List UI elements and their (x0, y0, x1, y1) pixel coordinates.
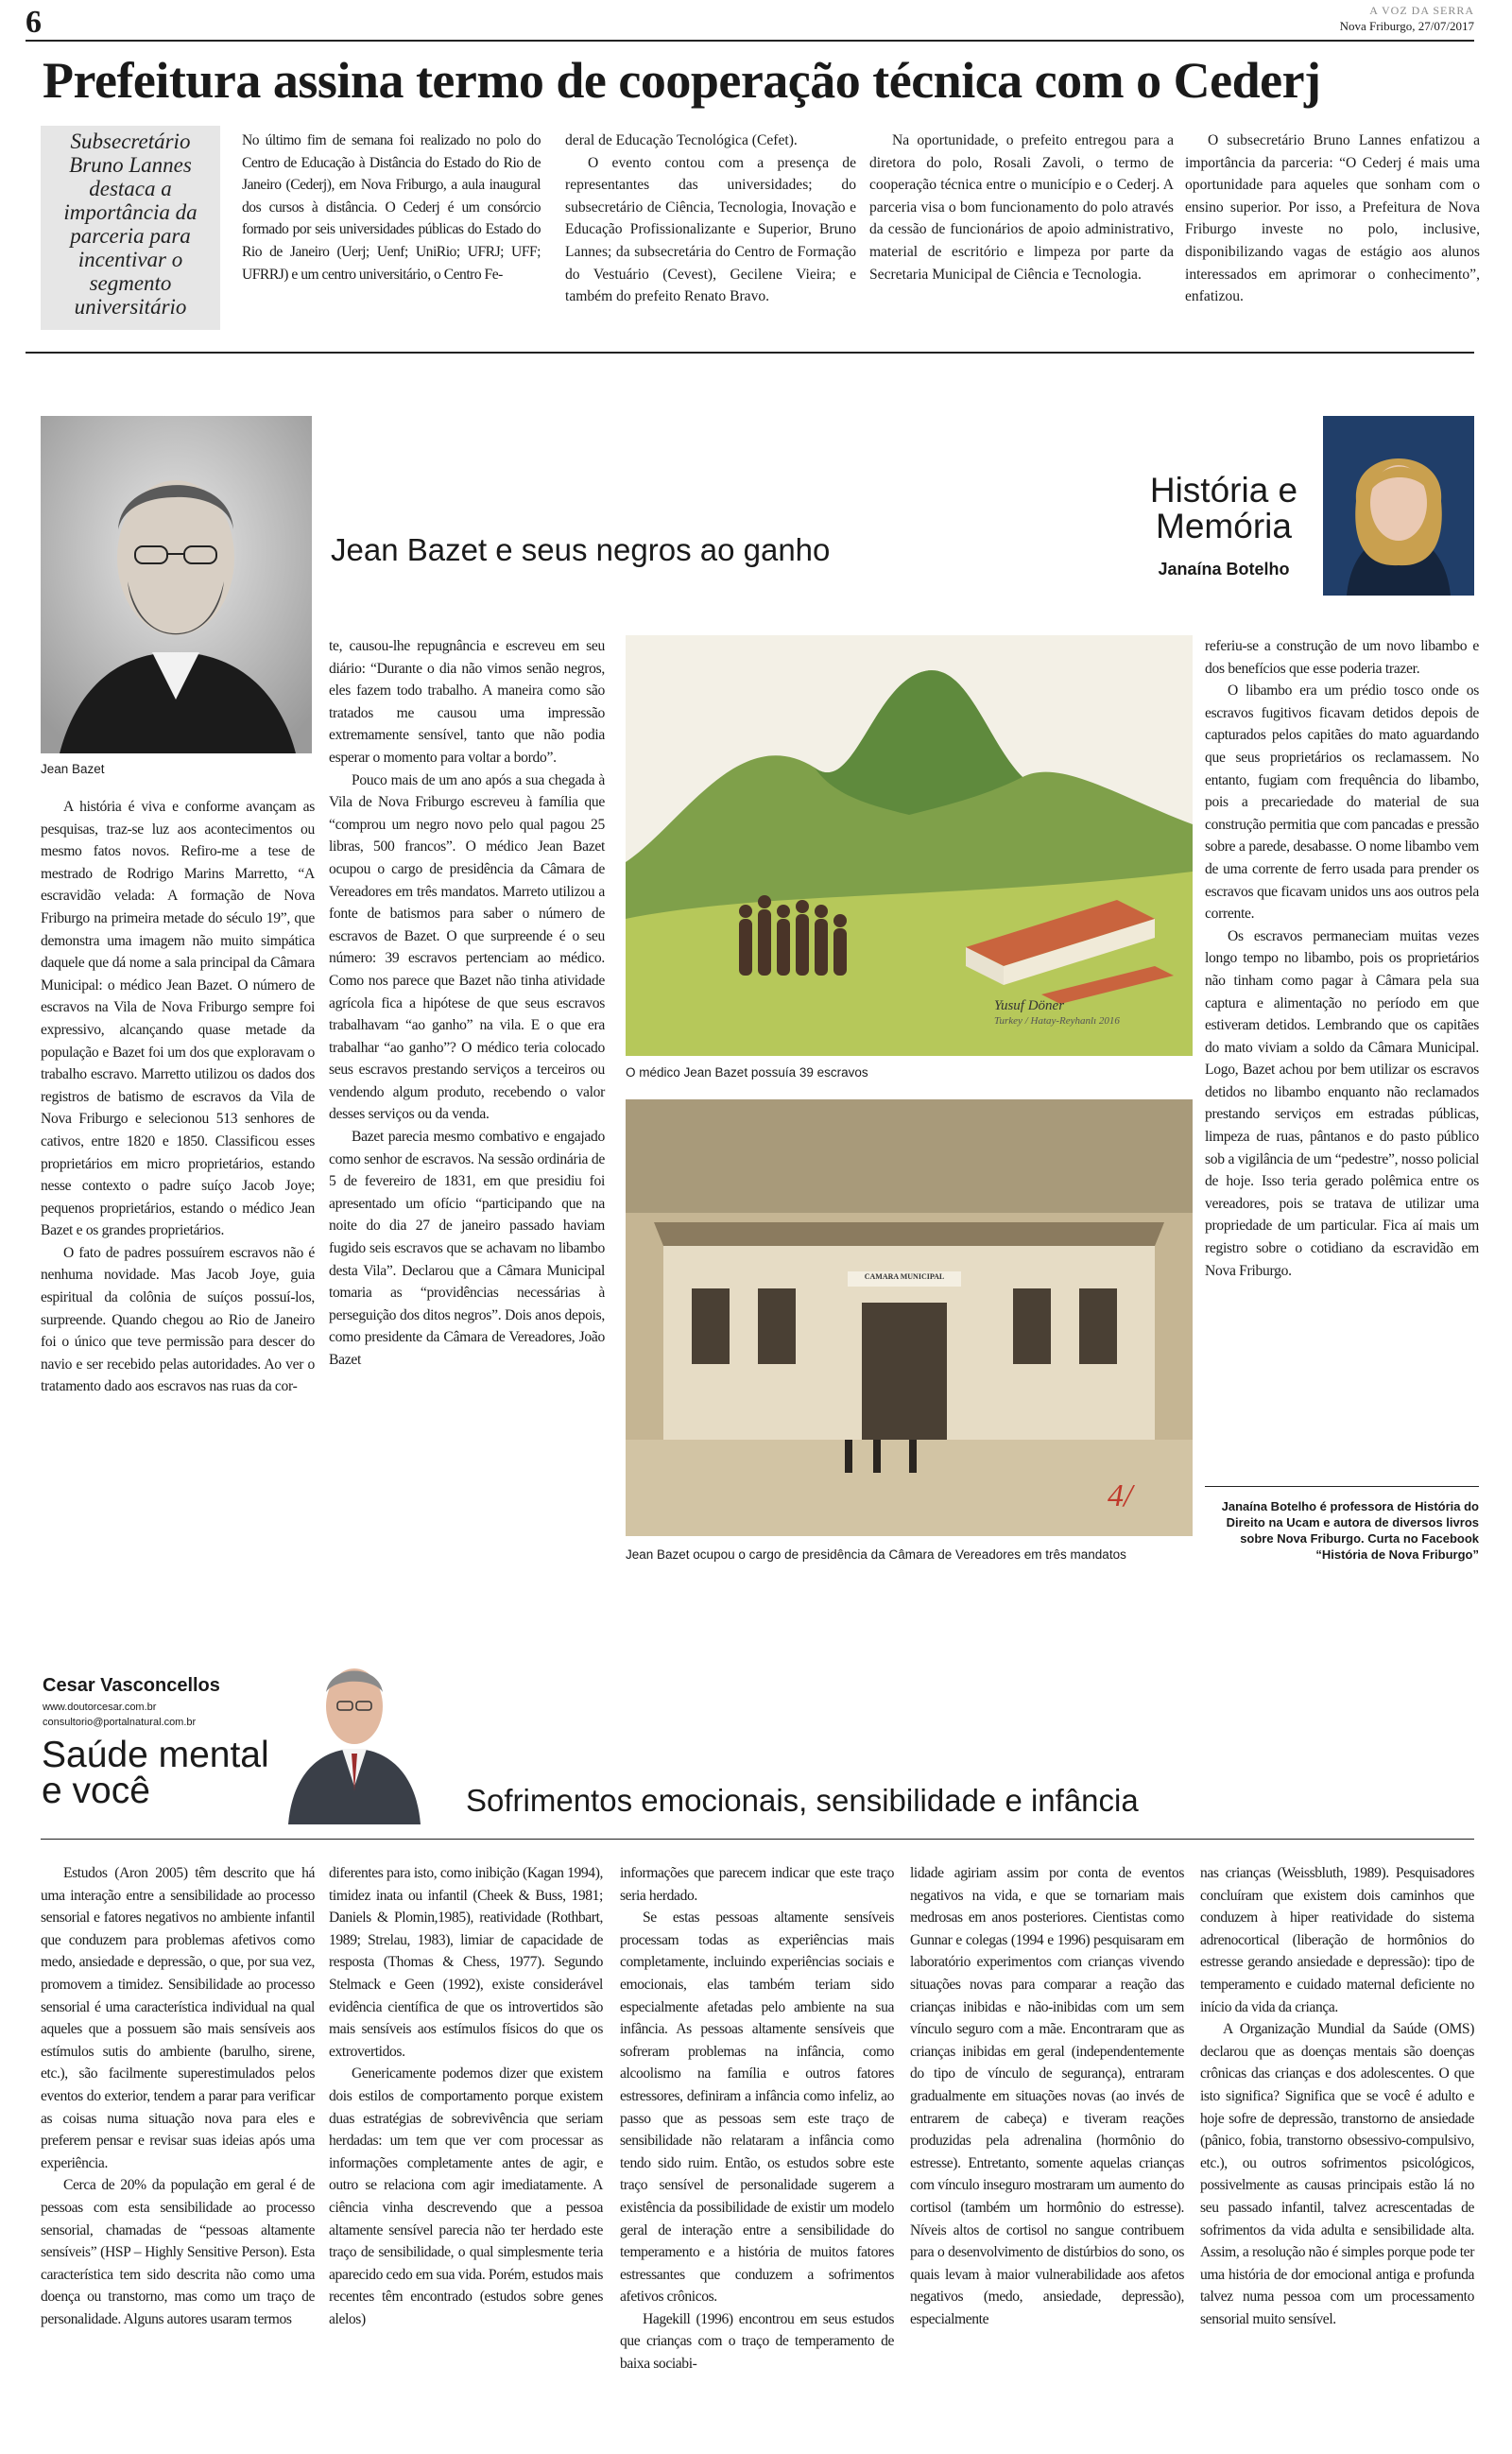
paragraph: lidade agiriam assim por conta de eventos negativos na vida, e que se tornariam mais medrosas em anos posteriores. Cientistas como Gunnar e colegas (1994 e 1996) pesquisaram em laboratório experimentos com crianças vivendo situações novas para comparar a reação das crianças inibidas e não-inibidas com um sem vínculo seguro com a mãe. Encontraram que as crianças inibidas em geral (independentemente do tipo de vínculo de segurança), entraram gradualmente em situações novas (ao invés de entrarem de cabeça) e tiveram reações produzidas pela adrenalina (hormônio do estresse). Entretanto, somente aquelas crianças com vínculo inseguro mostraram um aumento do cortisol (também um hormônio do estresse). Níveis altos de cortisol no sangue contribuem para o desenvolvimento de distúrbios do sono, os quais levam à maior vulnerabilidade aos afetos negativos (medo, ansiedade, depressão), especialmente (910, 1865, 1184, 2327)
author-bio-rule (1205, 1486, 1479, 1487)
paragraph: informações que parecem indicar que este traço seria herdado. (620, 1865, 894, 1904)
paragraph: No último fim de semana foi realizado no polo do Centro de Educação à Distância do Estado do Rio de Janeiro (Cederj), em Nova Friburgo, a aula inaugural dos cursos à distância. O Cederj é um consórcio formado por seis universidades públicas do Estado do Rio de Janeiro (Uerj; Uenf; UniRio; UFRJ; UFF; UFRRJ) e um centro universitário, o Centro Fe- (242, 132, 541, 283)
article2-col-2 (329, 635, 605, 1372)
paragraph: Se estas pessoas altamente sensíveis processam todas as experiências mais completamente, incluindo experiências sociais e emocionais, elas também teriam sido especialmente afetadas pelo ambiente na sua infância. As pessoas altamente sensíveis que sofreram problemas na infância, como alcoolismo na família e outros fatores estressores, definiram a infância como infeliz, ao passo que as pessoas sem este traço de sensibilidade não relataram a infância como tendo sido ruim. Então, os estudos sobre este traço sensível de personalidade sugerem a existência da possibilidade de existir um modelo geral de interação entre a sensibilidade do temperamento e a história de muitos fatores estressantes que conduzem a sofrimentos afetivos crônicos. (620, 1910, 894, 2306)
article1-col-1 (242, 130, 541, 285)
paragraph: O fato de padres possuírem escravos não é nenhuma novidade. Mas Jacob Joye, guia espiritual da colônia de suíços possuí-los, surpreende. Quando chegou ao Rio de Janeiro foi o único que teve permissão para descer do navio e ser recebido pelas autoridades. Ao ver o tratamento dado aos escravos nas ruas da cor- (41, 1244, 315, 1395)
paragraph: Hagekill (1996) encontrou em seus estudos que crianças com o traço de temperamento de baixa sociabi- (620, 2310, 894, 2373)
section-title-line-2: Memória (1156, 507, 1292, 545)
paragraph: Na oportunidade, o prefeito entregou para a diretora do polo, Rosali Zavoli, o termo de cooperação técnica entre o município e o Cederj. A parceria visa o bom funcionamento do polo através da cessão de funcionários de apoio administrativo, material de escritório e limpeza por parte da Secretaria Municipal de Ciência e Tecnologia. (869, 132, 1174, 283)
article2-headline: Jean Bazet e seus negros ao ganho (331, 532, 831, 567)
paragraph: nas crianças (Weissbluth, 1989). Pesquisadores concluíram que existem dois caminhos que conduzem à hiper reatividade do sistema adrenocortical (liberação de hormônios do estresse gerando ansiedade e depressão): tipo de temperamento e cuidado maternal deficiente no início da vida da criança. (1200, 1865, 1474, 2015)
section-title-line-1: História e (1149, 471, 1298, 510)
building-caption: Jean Bazet ocupou o cargo de presidência da Câmara de Vereadores em três mandatos (626, 1547, 1126, 1562)
paragraph: te, causou-lhe repugnância e escreveu em seu diário: “Durante o dia não vimos senão negros, eles fazem todo trabalho. A maneira como são tratados me causou uma impressão extremamente sensível, tanto que não podia esperar o momento para voltar a bordo”. (329, 638, 605, 766)
paragraph: referiu-se a construção de um novo libambo e dos benefícios que esse poderia trazer. (1205, 638, 1479, 677)
article1-bottom-rule (26, 352, 1474, 354)
paragraph: Estudos (Aron 2005) têm descrito que há uma interação entre a sensibilidade ao processo sensorial e fatores negativos no ambiente infantil que conduzem para problemas afetivos como medo, ansiedade e depressão, o que, por sua vez, promovem a timidez. Sensibilidade ao processo sensorial é uma característica individual na qual aqueles que a possuem são mais sensíveis aos estímulos sutis do ambiente (barulho, sirene, etc.), são facilmente superestimulados pelos eventos do exterior, tendem a parar para verificar as coisas numa situação nova para eles e preferem pensar e revisar suas ideias após uma experiência. (41, 1865, 315, 2171)
author-bio: Janaína Botelho é professora de História do Direito na Ucam e autora de diversos livros sobre Nova Friburgo. Curta no Facebook “História de Nova Friburgo” (1221, 1499, 1479, 1562)
paragraph: Cerca de 20% da população em geral é de pessoas com esta sensibilidade ao processo sensorial, chamadas de “pessoas altamente sensíveis” (HSP – Highly Sensitive Person). Esta característica tem sido descrita não como uma doença ou transtorno, mas como um traço de personalidade. Alguns autores usaram termos (41, 2177, 315, 2327)
masthead: A VOZ DA SERRA (1369, 4, 1474, 17)
painting-signature-sub: Turkey / Hatay-Reyhanlı 2016 (994, 1015, 1120, 1027)
columnist-photo-cesar (284, 1626, 425, 1824)
svg-text:4/: 4/ (1108, 1478, 1133, 1513)
article3-col-3 (620, 1862, 894, 2376)
painting-caption: O médico Jean Bazet possuía 39 escravos (626, 1065, 868, 1080)
dateline: Nova Friburgo, 27/07/2017 (1339, 19, 1474, 33)
header-rule (26, 40, 1474, 42)
article1-col-3 (869, 130, 1174, 285)
columnist-email: consultorio@portalnatural.com.br (43, 1717, 197, 1728)
article3-headline-rule (41, 1839, 1474, 1840)
painting-image (626, 635, 1193, 1056)
paragraph: diferentes para isto, como inibição (Kagan 1994), timidez inata ou infantil (Cheek & Buss, 1981; Daniels & Plomin,1985), reatividade (Rothbart, 1989; Strelau, 1983), limiar de capacidade de resposta (Thomas & Chess, 1977). Segundo Stelmack e Geen (1992), existe considerável evidência científica de que os introvertidos são mais sensíveis aos estímulos físicos do que os extrovertidos. (329, 1865, 603, 2060)
article2-col-3 (1205, 635, 1479, 1282)
section-title-line-2: e você (42, 1771, 150, 1811)
painting-signature: Yusuf Döner (994, 998, 1065, 1013)
paragraph: O subsecretário Bruno Lannes enfatizou a importância da parceria: “O Cederj é mais uma oportunidade para aqueles que sonham com o ensino superior. Por isso, a Prefeitura de Nova Friburgo investe no polo, inclusive, disponibilizando vagas de estágio aos alunos interessados em aprimorar o conhecimento”, enfatizou. (1185, 132, 1480, 305)
columnist-website: www.doutorcesar.com.br (43, 1702, 157, 1713)
paragraph: O evento contou com a presença de representantes das universidades; do subsecretário de Ciência, Tecnologia, Inovação e Educação Profissionalizante e Superior, Bruno Lannes; da subsecretária do Centro de Formação do Vestuário (Cevest), Gecilene Vieira; e também do prefeito Renato Bravo. (565, 154, 856, 305)
section-title-historia (1139, 473, 1309, 544)
section-title-line-1: Saúde mental (42, 1735, 269, 1775)
building-photo (626, 1099, 1193, 1536)
portrait-caption: Jean Bazet (41, 762, 105, 776)
article3-col-2 (329, 1862, 603, 2330)
paragraph: A Organização Mundial da Saúde (OMS) declarou que as doenças mentais são doenças crônicas das crianças e dos adolescentes. O que isto significa? Significa que se você é adulto e hoje sofre de depressão, transtorno de ansiedade (pânico, fobia, transtorno obsessivo-compulsivo, etc.), ou outros sofrimentos psicológicos, possivelmente as causas principais estão lá no seu passado infantil, talvez acrescentadas de sofrimentos da vida adulta e sensibilidade alta. Assim, a resolução não é simples porque pode ter uma história de dor emocional antiga e profunda talvez numa pessoa com um processamento sensorial muito sensível. (1200, 2021, 1474, 2327)
article3-col-4 (910, 1862, 1184, 2330)
columnist-photo (1323, 416, 1474, 596)
columnist-name-cesar: Cesar Vasconcellos (43, 1675, 220, 1696)
page-number: 6 (26, 5, 42, 40)
building-sign: CAMARA MUNICIPAL (864, 1272, 945, 1281)
paragraph: O libambo era um prédio tosco onde os escravos fugitivos ficavam detidos depois de capturados pelos capitães do mato aguardando que seus proprietários os reclamassem. No entanto, fugiam com frequência do libambo, pois a precariedade do material de sua construção permitia que com pancadas e pressão sobre a parede, desabasse. O nome libambo vem de uma corrente de ferro usada para prender os escravos que ficavam unidos uns aos outros pela corrente. (1205, 683, 1479, 923)
article1-pullquote: Subsecretário Bruno Lannes destaca a importância da parceria para incentivar o segmento universitário (63, 130, 198, 319)
section-title-saude (42, 1737, 269, 1809)
jean-bazet-portrait (41, 416, 312, 753)
paragraph: A história é viva e conforme avançam as pesquisas, traz-se luz aos acontecimentos ou mesmo fatos novos. Refiro-me a tese de mestrado de Rodrigo Marins Marretto, “A escravidão velada: A formação de Nova Friburgo na primeira metade do século 19”, que demonstra uma imagem não muito simpática daquele que dá nome a sala principal da Câmara Municipal: o médico Jean Bazet. O número de escravos na Vila de Nova Friburgo sempre foi expressivo, alcançando quase metade da população e Bazet foi um dos que exploravam o trabalho escravo. Marretto utilizou os dados dos registros de batismo de escravos da Vila de Nova Friburgo e selecionou 513 senhores de cativos, entre 1820 e 1850. Classificou esses proprietários em micro proprietários, estando nesse contexto o padre suíço Jacob Joye; pequenos proprietários, estando o médico Jean Bazet e os grandes proprietários. (41, 799, 315, 1239)
paragraph: deral de Educação Tecnológica (Cefet). (565, 132, 798, 148)
columnist-name: Janaína Botelho (1158, 560, 1290, 579)
paragraph: Pouco mais de um ano após a sua chegada à Vila de Nova Friburgo escreveu à família que “comprou um negro novo pelo qual pagou 25 libras, 500 francos”. O médico Jean Bazet ocupou o cargo de presidência da Câmara de Vereadores em três mandatos. Marreto utilizou a fonte de batismos para saber o número de escravos de Bazet. O que surpreende é o seu número: 39 escravos pertenciam ao médico. Como nos parece que Bazet não tinha atividade agrícola fica a hipótese de que seus escravos trabalhavam “ao ganho” na vila. E o que era trabalhar “ao ganho”? O médico teria colocado seus escravos prestando serviços a terceiros ou vendendo algum produto, recebendo o valor desses serviços ou da venda. (329, 771, 605, 1123)
article1-col-4 (1185, 130, 1480, 308)
article3-col-5 (1200, 1862, 1474, 2330)
article3-headline: Sofrimentos emocionais, sensibilidade e infância (466, 1783, 1139, 1818)
paragraph: Bazet parecia mesmo combativo e engajado como senhor de escravos. Na sessão ordinária de 5 de fevereiro de 1831, em que presidiu foi apresentado um ofício “participando que na noite do dia 27 de janeiro passado haviam fugido seis escravos que se achavam no libambo desta Vila”. Declarou que a Câmara Municipal tomaria as “providências necessárias à perseguição dos ditos negros”. Dois anos depois, como presidente da Câmara de Vereadores, João Bazet (329, 1129, 605, 1368)
paragraph: Genericamente podemos dizer que existem dois estilos de comportamento porque existem duas estratégias de sobrevivência que seriam herdadas: um tem que ver com processar as informações completamente antes de agir, e outro se relaciona com agir imediatamente. A ciência vinha descrevendo que a pessoa altamente sensível parecia não ter herdado este traço de sensibilidade, o qual simplesmente teria aparecido cedo em sua vida. Porém, estudos mais recentes têm encontrado (estudos sobre genes alelos) (329, 2065, 603, 2327)
article2-col-1 (41, 796, 315, 1398)
article1-headline: Prefeitura assina termo de cooperação técnica com o Cederj (43, 52, 1321, 109)
paragraph: Os escravos permaneciam muitas vezes longo tempo no libambo, pois os proprietários não tinham como pagar à Câmara pela sua captura e alimentação no período em que estiveram detidos. Lembrando que os capitães do mato viviam a soldo da Câmara Municipal. Logo, Bazet achou por bem utilizar os escravos detidos no libambo enquanto não reclamados prestando serviços em estradas públicas, limpeza de ruas, pântanos e do pasto público sob a vigilância de um “pedestre”, nosso policial de hoje. Isso teria gerado polêmica entre os vereadores, pois se tratava de utilizar uma propriedade de um particular. Fica aí mais um registro sobre o cotidiano da escravidão em Nova Friburgo. (1205, 927, 1479, 1279)
article1-col-2 (565, 130, 856, 308)
article3-col-1 (41, 1862, 315, 2330)
